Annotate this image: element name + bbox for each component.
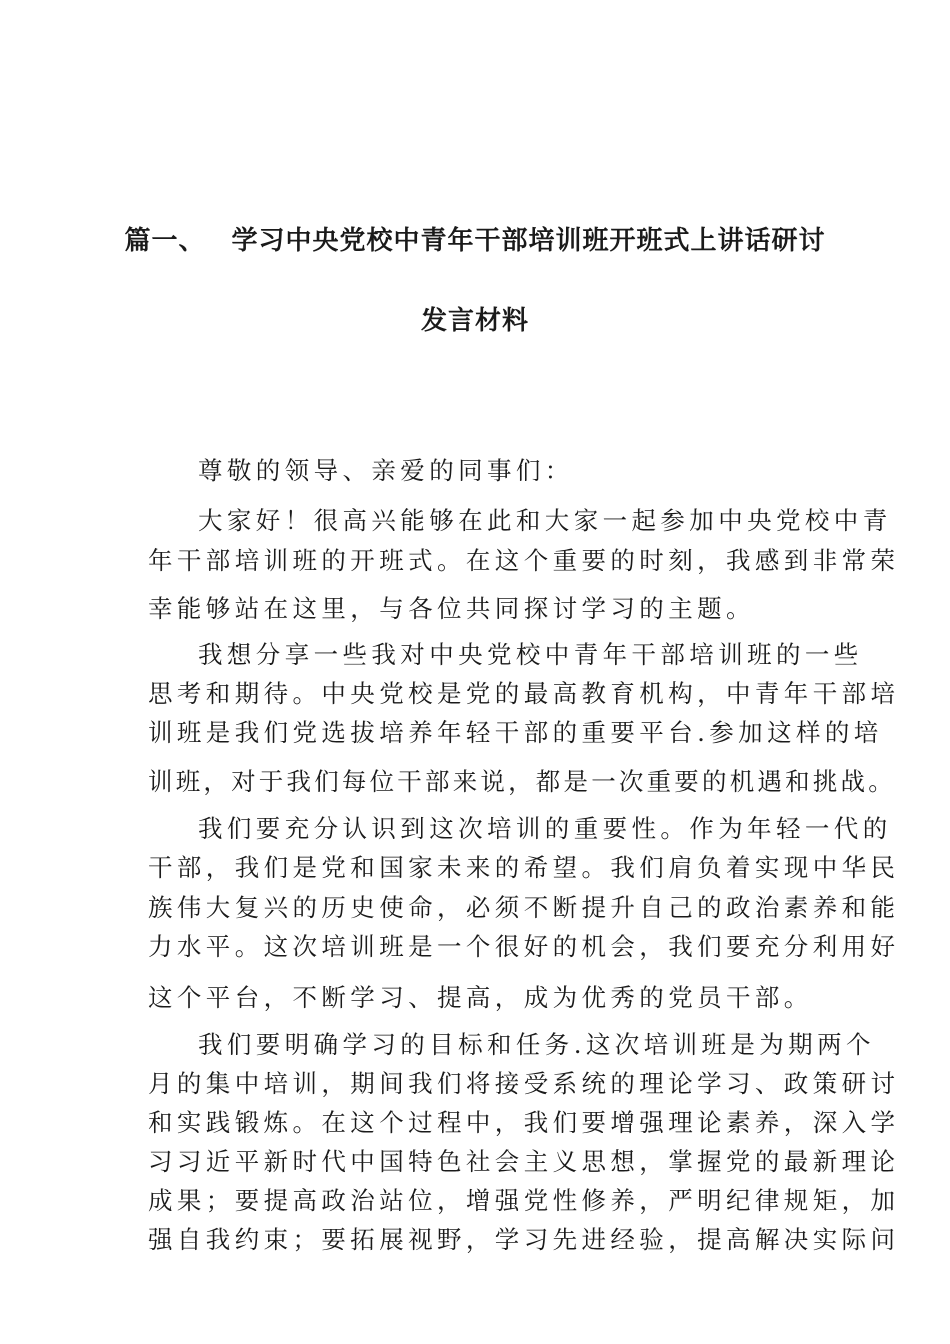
greeting: 尊敬的领导、亲爱的同事们： bbox=[198, 456, 574, 485]
paragraph-line: 幸能够站在这里，与各位共同探讨学习的主题。 bbox=[148, 594, 755, 623]
paragraph-line: 成果；要提高政治站位，增强党性修养，严明纪律规矩，加 bbox=[148, 1186, 900, 1215]
paragraph-line: 我们要充分认识到这次培训的重要性。作为年轻一代的 bbox=[198, 814, 892, 843]
paragraph-line: 年干部培训班的开班式。在这个重要的时刻，我感到非常荣 bbox=[148, 546, 900, 575]
document-title-line-2: 发言材料 bbox=[420, 306, 529, 336]
paragraph-line: 族伟大复兴的历史使命，必须不断提升自己的政治素养和能 bbox=[148, 893, 900, 922]
paragraph-line: 思考和期待。中央党校是党的最高教育机构，中青年干部培 bbox=[148, 679, 900, 708]
paragraph-line: 干部，我们是党和国家未来的希望。我们肩负着实现中华民 bbox=[148, 853, 900, 882]
paragraph-line: 训班是我们党选拔培养年轻干部的重要平台.参加这样的培 bbox=[148, 718, 883, 747]
paragraph-line: 我想分享一些我对中央党校中青年干部培训班的一些 bbox=[198, 640, 863, 669]
paragraph-line: 我们要明确学习的目标和任务.这次培训班是为期两个 bbox=[198, 1030, 875, 1059]
paragraph-line: 强自我约束；要拓展视野，学习先进经验，提高解决实际问 bbox=[148, 1225, 900, 1254]
document-title-line-1 bbox=[0, 220, 950, 257]
title-text: 学习中央党校中青年干部培训班开班式上讲话研讨 bbox=[231, 226, 826, 256]
title-number: 篇一、 bbox=[124, 226, 206, 256]
paragraph-line: 和实践锻炼。在这个过程中，我们要增强理论素养，深入学 bbox=[148, 1108, 900, 1137]
paragraph-line: 训班，对于我们每位干部来说，都是一次重要的机遇和挑战。 bbox=[148, 767, 896, 796]
paragraph-line: 月的集中培训，期间我们将接受系统的理论学习、政策研讨 bbox=[148, 1069, 900, 1098]
paragraph-line: 力水平。这次培训班是一个很好的机会，我们要充分利用好 bbox=[148, 932, 900, 961]
paragraph-line: 大家好！很高兴能够在此和大家一起参加中央党校中青 bbox=[198, 506, 892, 535]
paragraph-line: 这个平台，不断学习、提高，成为优秀的党员干部。 bbox=[148, 983, 813, 1012]
paragraph-line: 习习近平新时代中国特色社会主义思想，掌握党的最新理论 bbox=[148, 1147, 900, 1176]
